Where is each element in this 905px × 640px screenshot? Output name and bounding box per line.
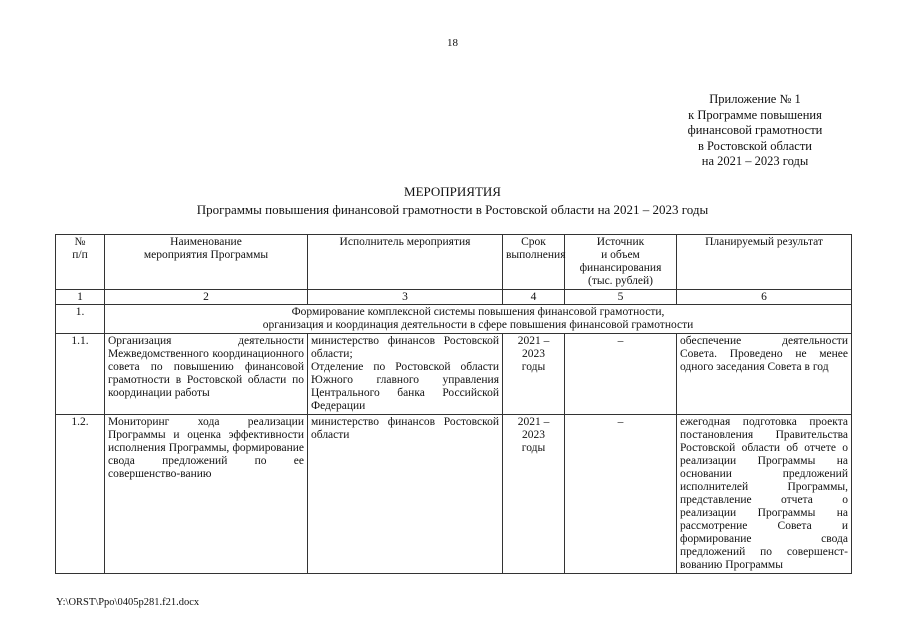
appendix-line: в Ростовской области	[698, 138, 812, 153]
row-executor: министерство финансов Ростовской области; Отделение по Ростовской области Южного главного управления Центрального банка Российской Федерации	[308, 334, 503, 415]
column-number: 3	[308, 290, 503, 305]
row-executor: министерство финансов Ростовской области	[308, 415, 503, 574]
document-title: МЕРОПРИЯТИЯ	[404, 184, 501, 199]
page-number: 18	[447, 37, 458, 49]
section-number: 1.	[56, 305, 105, 334]
column-number: 2	[105, 290, 308, 305]
column-number: 5	[565, 290, 677, 305]
appendix-block	[655, 92, 855, 170]
column-number: 1	[56, 290, 105, 305]
section-title: Формирование комплексной системы повышения финансовой грамотности, организация и координация деятельности в сфере повышения финансовой грамотности	[105, 305, 852, 334]
row-source: –	[565, 415, 677, 574]
header-executor: Исполнитель мероприятия	[308, 235, 503, 290]
appendix-line: на 2021 – 2023 годы	[701, 154, 809, 168]
activities-table	[55, 234, 852, 574]
column-number-row	[56, 290, 852, 305]
row-term: 2021 – 2023 годы	[503, 415, 565, 574]
header-result: Планируемый результат	[677, 235, 852, 290]
file-path-footer: Y:\ORST\Ppo\0405p281.f21.docx	[56, 597, 200, 608]
appendix-line: Приложение № 1	[709, 92, 801, 106]
row-number: 1.1.	[56, 334, 105, 415]
header-name: Наименование мероприятия Программы	[105, 235, 308, 290]
header-source: Источник и объем финансирования (тыс. рублей)	[565, 235, 677, 290]
table-row	[56, 334, 852, 415]
table-header-row	[56, 235, 852, 290]
header-number: № п/п	[56, 235, 105, 290]
row-term: 2021 – 2023 годы	[503, 334, 565, 415]
row-name: Мониторинг хода реализации Программы и оценка эффективности исполнения Программы, формирование свода предложений по ее совершенство-ванию	[105, 415, 308, 574]
appendix-line: финансовой грамотности	[687, 123, 823, 137]
column-number: 4	[503, 290, 565, 305]
row-result: обеспечение деятельности Совета. Проведено не менее одного заседания Совета в год	[677, 334, 852, 415]
section-row	[56, 305, 852, 334]
row-number: 1.2.	[56, 415, 105, 574]
row-name: Организация деятельности Межведомственного координационного совета по повышению финансовой грамотности в Ростовской области по координации работы	[105, 334, 308, 415]
column-number: 6	[677, 290, 852, 305]
document-subtitle: Программы повышения финансовой грамотности в Ростовской области на 2021 – 2023 годы	[196, 202, 709, 217]
row-result: ежегодная подготовка проекта постановления Правительства Ростовской области об отчете о реализации Программы на основании предложений исполнителей Программы, представление отчета о реализации Программы на рассмотрение Совета и формирование свода предложений по совершенст-вованию Программы	[677, 415, 852, 574]
table-row	[56, 415, 852, 574]
row-source: –	[565, 334, 677, 415]
appendix-line: к Программе повышения	[688, 107, 822, 122]
header-term: Срок выполнения	[503, 235, 565, 290]
